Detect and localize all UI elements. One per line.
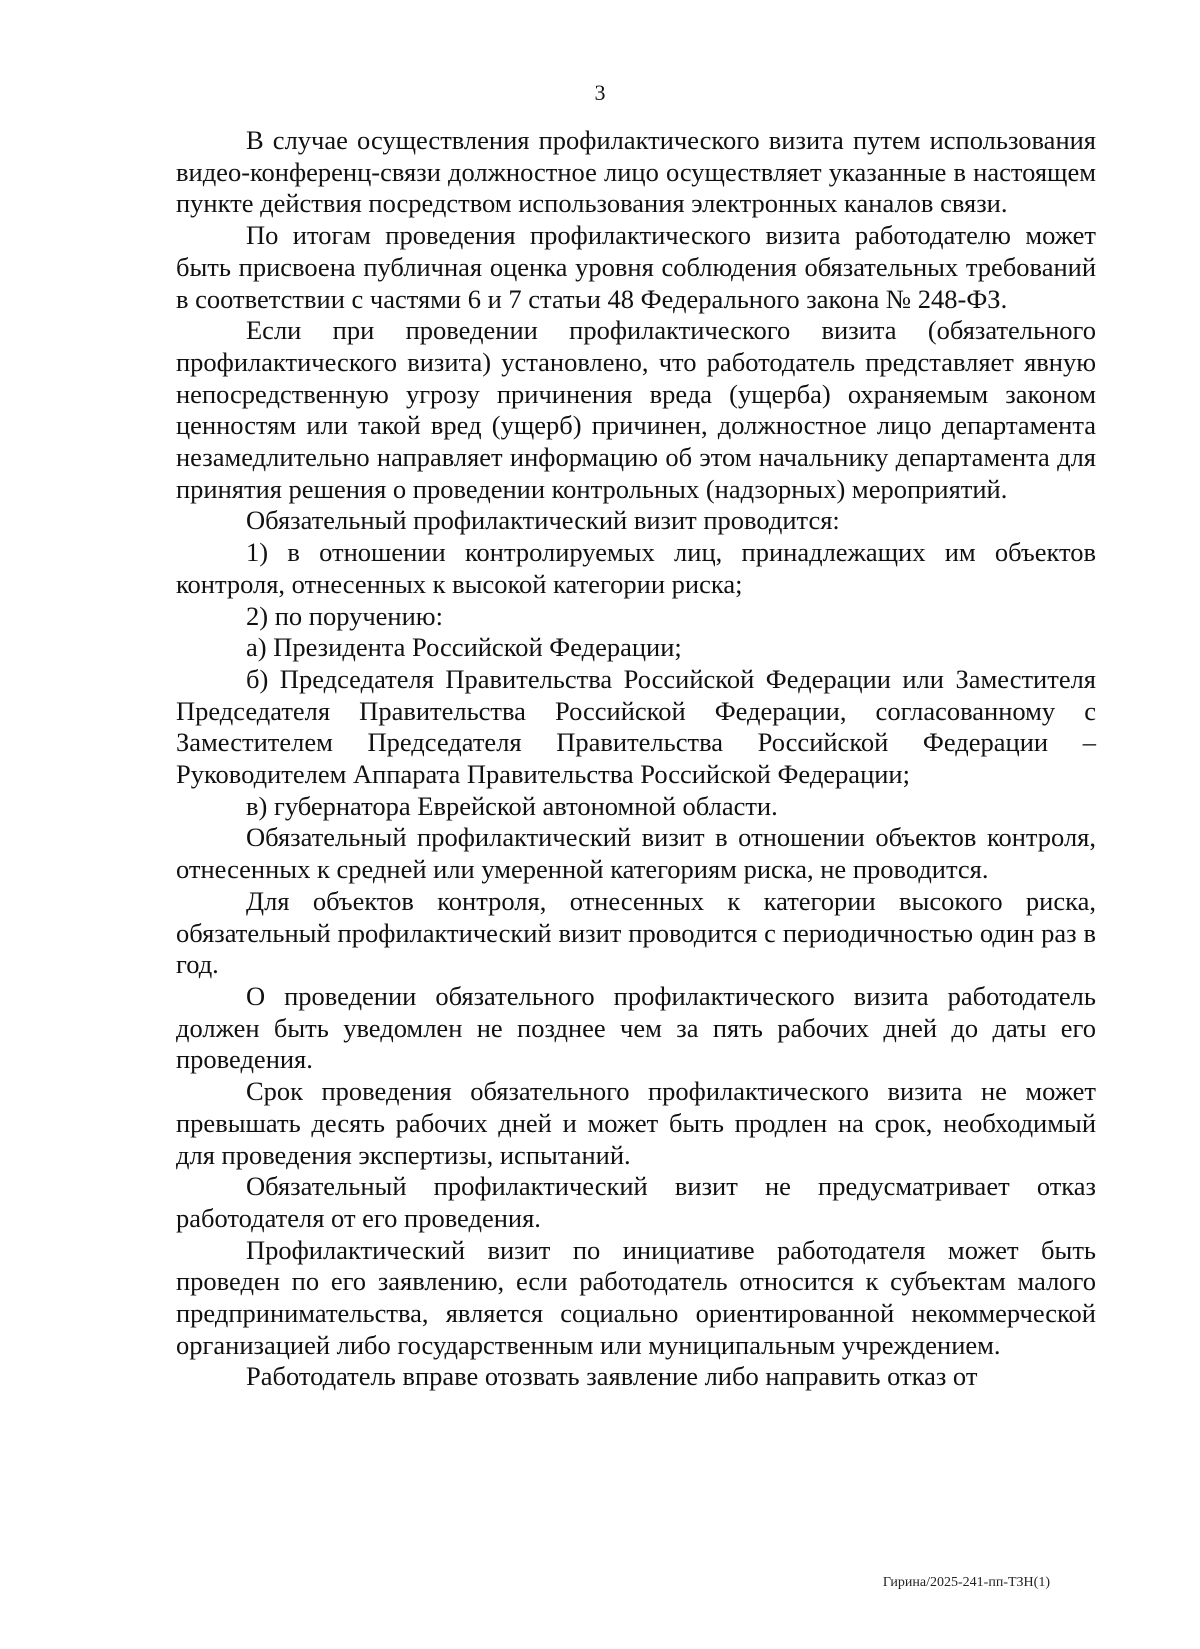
list-item: в) губернатора Еврейской автономной области. — [246, 790, 778, 821]
list-item: 2) по поручению: — [246, 600, 443, 631]
document-code: Гирина/2025-241-пп-ТЗН(1) — [882, 1575, 1050, 1590]
paragraph: Для объектов контроля, отнесенных к категории высокого риска, обязательный профилактический визит проводится с периодичностью один раз в год. — [176, 885, 1096, 980]
list-item: 1) в отношении контролируемых лиц, принадлежащих им объектов контроля, отнесенных к высокой категории риска; — [176, 537, 1096, 599]
paragraph: Обязательный профилактический визит проводится: — [246, 505, 840, 536]
document-body — [176, 125, 1096, 1393]
paragraph: Срок проведения обязательного профилактического визита не может превышать десять рабочих дней и может быть продлен на срок, необходимый для проведения экспертизы, испытаний. — [176, 1076, 1096, 1170]
list-item: б) Председателя Правительства Российской Федерации или Заместителя Председателя Правительства Российской Федерации, согласованному с Заместителем Председателя Правительства Российской Федерации – Руководителем Аппарата Правительства Российской Федерации; — [176, 663, 1096, 790]
list-item: а) Президента Российской Федерации; — [246, 632, 682, 663]
page-number: 3 — [594, 80, 606, 105]
paragraph: В случае осуществления профилактического визита путем использования видео-конференц-связи должностное лицо осуществляет указанные в настоящем пункте действия посредством использования электронных каналов связи. — [176, 125, 1096, 219]
paragraph: Работодатель вправе отозвать заявление либо направить отказ от — [246, 1361, 978, 1392]
paragraph: Обязательный профилактический визит в отношении объектов контроля, отнесенных к средней или умеренной категориям риска, не проводится. — [176, 822, 1096, 885]
paragraph: По итогам проведения профилактического визита работодателю может быть присвоена публичная оценка уровня соблюдения обязательных требований в соответствии с частями 6 и 7 статьи 48 Федерального закона № 248-ФЗ. — [176, 220, 1096, 314]
paragraph: Если при проведении профилактического визита (обязательного профилактического визита) установлено, что работодатель представляет явную непосредственную угрозу причинения вреда (ущерба) охраняемым законом ценностям или такой вред (ущерб) причинен, должностное лицо департамента незамедлительно направляет информацию об этом начальнику департамента для принятия решения о проведении контрольных (надзорных) мероприятий. — [176, 315, 1096, 504]
paragraph: Обязательный профилактический визит не предусматривает отказ работодателя от его проведения. — [176, 1171, 1096, 1233]
paragraph: О проведении обязательного профилактического визита работодатель должен быть уведомлен не позднее чем за пять рабочих дней до даты его проведения. — [176, 980, 1096, 1075]
paragraph: Профилактический визит по инициативе работодателя может быть проведен по его заявлению, если работодатель относится к субъектам малого предпринимательства, является социально ориентированной некоммерческой организацией либо государственным или муниципальным учреждением. — [176, 1234, 1096, 1360]
